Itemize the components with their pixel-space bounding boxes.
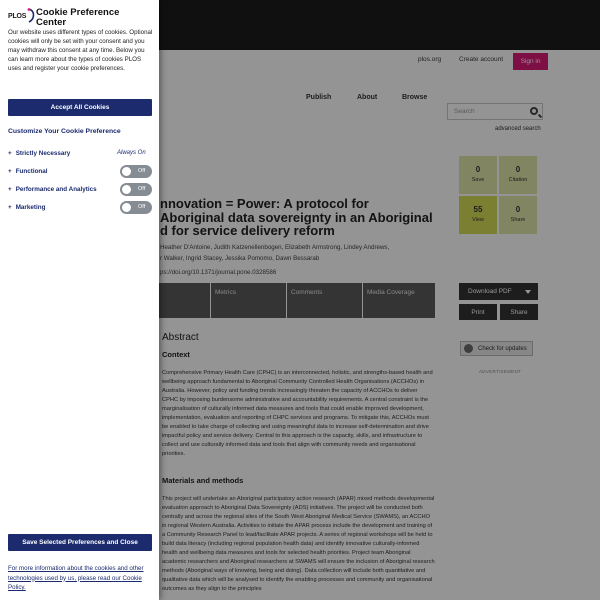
category-performance-analytics[interactable]: + Performance and Analytics [8,186,97,193]
article-doi[interactable]: ps://doi.org/10.1371/journal.pone.0328586 [160,269,277,276]
metric-view-label: View [472,217,484,223]
toggle-knob [122,203,131,212]
cookie-preference-panel [0,0,159,600]
metric-share-label: Share [510,217,526,223]
metric-view-value: 55 [473,205,483,214]
search-placeholder: Search [454,108,475,115]
check-for-updates-label: Check for updates [478,345,527,352]
context-heading: Context [162,350,190,359]
create-account-link[interactable]: Create account [459,56,504,63]
nav-publish[interactable]: Publish [306,94,332,101]
plos-org-link[interactable]: plos.org [418,56,442,63]
marketing-toggle[interactable]: Off [120,201,152,214]
plus-icon: + [8,186,12,193]
tab-media-coverage[interactable]: Media Coverage [363,283,435,318]
metric-citation-label: Citation [508,177,528,183]
save-preferences-button[interactable]: Save Selected Preferences and Close [8,534,152,551]
metric-citation-value: 0 [515,165,521,174]
toggle-knob [122,185,131,194]
nav-browse[interactable]: Browse [402,94,428,101]
methods-paragraph: This project will undertake an Aboriginal participatory action research (APAR) mixed methods developmental evaluation approach to Aboriginal Data Sovereignty (ADS) initiatives. The project will be conducted both centrally and across the regional sites of the South West Aboriginal Medical Service (SWAMS), an ACCHO in regional Western Australia. Activities to initiate the APAR process include the development and training of a Community Research Panel to lead/facilitate APAR projects. A series of regional workshops will be held to build data literacy (including regional population health data) and identify innovative culturally-informed health and wellbeing data measures and tools for selected health priorities. Project team Aboriginal academic researchers and Aboriginal researchers at SWAMS will ensure the inclusion of Aboriginal research methods (Aboriginal ways of knowing, being and doing). Data collection will include both quantitative and qualitative data which will be analysed to identify the enabling processes and community and organisational outcomes as they align to the principles [162,496,435,592]
plus-icon: + [8,168,12,175]
download-pdf-label: Download PDF [468,288,512,295]
cookie-description: Our website uses different types of cookies. Optional cookies will only be set with your consent and you may withdraw this consent at any time. Below you can learn more about the types of cookies PLOS uses and register your cookie preferences. [8,29,153,72]
customize-heading: Customize Your Cookie Preference [8,128,121,135]
metric-save-value: 0 [475,165,481,174]
metric-save-label: Save [471,177,485,183]
nav-about[interactable]: About [357,94,378,101]
context-paragraph: Comprehensive Primary Health Care (CPHC) is an interconnected, holistic, and strengths-based health and wellbeing approach fundamental to Aboriginal Community Controlled Health Organisations (ACCHOs) in Australia. However, policy and funding trends increasingly threaten the capacity of ACCHOs to deliver CPHC by imposing burdensome administrative and accountability requirements. A central constraint is the marginalisation of culturally informed data measures and tools that could enable improved development, implementation, evaluation and reporting of CHPC services and programs. To mitigate this, ACCHOs must be enabled to take charge of collecting and using meaningful data to increase self-determination and drive impactful policy and service delivery. Central to this approach is the capacity, skills, and infrastructure to collect and use culturally informed data and tools that align with community needs and organisational priorities. [162,370,433,457]
always-on-status: Always On [117,150,146,156]
plus-icon: + [8,204,12,211]
category-strictly-necessary[interactable]: + Strictly Necessary [8,150,71,157]
authors-line-1[interactable]: Heather D'Antoine, Judith Katzenellenbogen, Elizabeth Armstrong, Lindey Andrews, [160,244,390,251]
category-functional[interactable]: + Functional [8,168,48,175]
tab-metrics[interactable]: Metrics [211,283,286,318]
methods-heading: Materials and methods [162,476,244,485]
functional-toggle[interactable]: Off [120,165,152,178]
toggle-knob [122,167,131,176]
advanced-search-link[interactable]: advanced search [495,126,541,132]
tab-comments[interactable]: Comments [287,283,362,318]
category-marketing[interactable]: + Marketing [8,204,46,211]
share-button[interactable]: Share [500,304,538,320]
plus-icon: + [8,150,12,157]
metric-share-value: 0 [515,205,521,214]
performance-analytics-toggle[interactable]: Off [120,183,152,196]
abstract-heading: Abstract [162,332,199,343]
authors-line-2[interactable]: r Walker, Ingrid Stacey, Jessika Pomomo, Dawn Bessarab [160,255,320,262]
sign-in-button[interactable]: Sign in [513,53,548,70]
article-title: nnovation = Power: A protocol for Aboriginal data sovereignty in an Aboriginal d for service delivery reform [160,196,433,238]
plos-logo: PLOS [8,10,36,26]
accept-all-cookies-button[interactable]: Accept All Cookies [8,99,152,116]
print-button[interactable]: Print [459,304,497,320]
cookie-policy-link[interactable]: For more information about the cookies and other technologies used by us, please read our Cookie Policy. [8,565,144,591]
cookie-panel-title: Cookie Preference Center [36,7,120,28]
advertisement-label: ADVERTISEMENT [479,369,522,374]
